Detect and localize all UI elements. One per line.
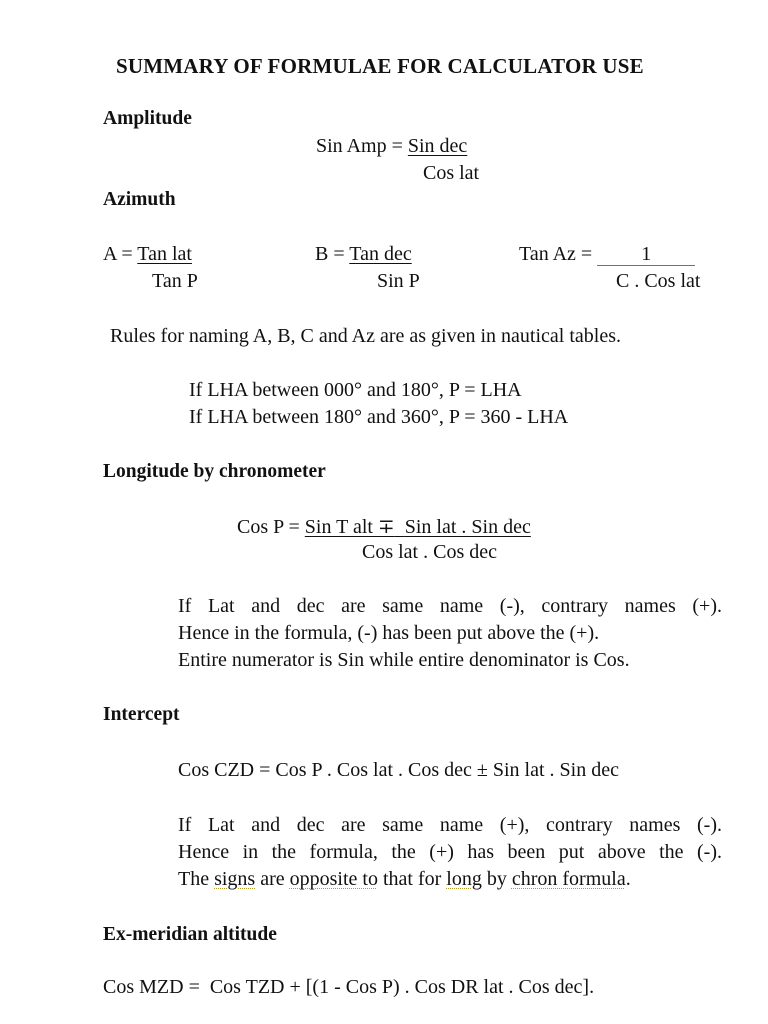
azimuth-lha-line-2: If LHA between 180° and 360°, P = 360 - LHA <box>189 406 569 428</box>
amplitude-formula <box>316 135 467 158</box>
intercept-note-3-part: that for <box>377 868 447 890</box>
azimuth-az-denominator: C . Cos lat <box>616 270 701 292</box>
intercept-formula: Cos CZD = Cos P . Cos lat . Cos dec ± Sin lat . Sin dec <box>178 759 619 781</box>
amplitude-numerator: Sin dec <box>407 135 468 157</box>
azimuth-b-denominator: Sin P <box>377 270 420 292</box>
intercept-note-1: If Lat and dec are same name (+), contrary names (-). <box>178 814 722 836</box>
azimuth-az-lhs: Tan Az = <box>519 243 598 265</box>
longitude-formula <box>237 514 531 539</box>
intercept-heading: Intercept <box>103 704 180 725</box>
azimuth-az-formula <box>519 243 695 266</box>
longitude-numerator-sign <box>373 516 405 538</box>
exmeridian-formula: Cos MZD = Cos TZD + [(1 - Cos P) . Cos DR lat . Cos dec]. <box>103 976 595 998</box>
longitude-heading: Longitude by chronometer <box>103 461 326 482</box>
amplitude-lhs: Sin Amp = <box>316 135 408 157</box>
intercept-note-3-opposite: opposite to <box>289 868 378 890</box>
azimuth-a-denominator: Tan P <box>152 270 198 292</box>
azimuth-rules-text: Rules for naming A, B, C and Az are as given in nautical tables. <box>110 325 621 347</box>
azimuth-b-lhs: B = <box>315 243 350 265</box>
longitude-note-1: If Lat and dec are same name (-), contrary names (+). <box>178 595 722 617</box>
longitude-numerator-2: Sin lat . Sin dec <box>404 516 531 538</box>
page-title: SUMMARY OF FORMULAE FOR CALCULATOR USE <box>116 54 644 78</box>
amplitude-heading: Amplitude <box>103 108 192 129</box>
azimuth-heading: Azimuth <box>103 189 176 210</box>
azimuth-az-numerator: 1 <box>597 244 695 266</box>
intercept-note-3-part: by <box>481 868 512 890</box>
azimuth-b-formula <box>315 243 412 266</box>
longitude-note-3: Entire numerator is Sin while entire denominator is Cos. <box>178 649 630 671</box>
intercept-note-3-chron: chron formula <box>511 868 626 890</box>
intercept-note-2: Hence in the formula, the (+) has been put above the (-). <box>178 841 722 863</box>
azimuth-a-formula <box>103 243 192 266</box>
intercept-note-3 <box>178 868 631 891</box>
intercept-note-3-part: The <box>178 868 215 890</box>
longitude-note-2: Hence in the formula, (-) has been put above the (+). <box>178 622 600 644</box>
longitude-denominator: Cos lat . Cos dec <box>362 541 497 563</box>
exmeridian-heading: Ex-meridian altitude <box>103 924 277 945</box>
longitude-lhs: Cos P = <box>237 516 305 538</box>
azimuth-a-lhs: A = <box>103 243 138 265</box>
azimuth-lha-line-1: If LHA between 000° and 180°, P = LHA <box>189 379 522 401</box>
azimuth-a-numerator: Tan lat <box>137 243 192 265</box>
longitude-numerator-1: Sin T alt <box>304 516 373 538</box>
intercept-note-3-part: are <box>255 868 290 890</box>
minus-plus-sign: ∓ <box>377 516 395 538</box>
intercept-note-3-part: . <box>625 868 631 890</box>
amplitude-denominator: Cos lat <box>423 162 480 184</box>
intercept-note-3-long: long <box>446 868 482 890</box>
azimuth-b-numerator: Tan dec <box>349 243 412 265</box>
intercept-note-3-signs: signs <box>214 868 256 890</box>
